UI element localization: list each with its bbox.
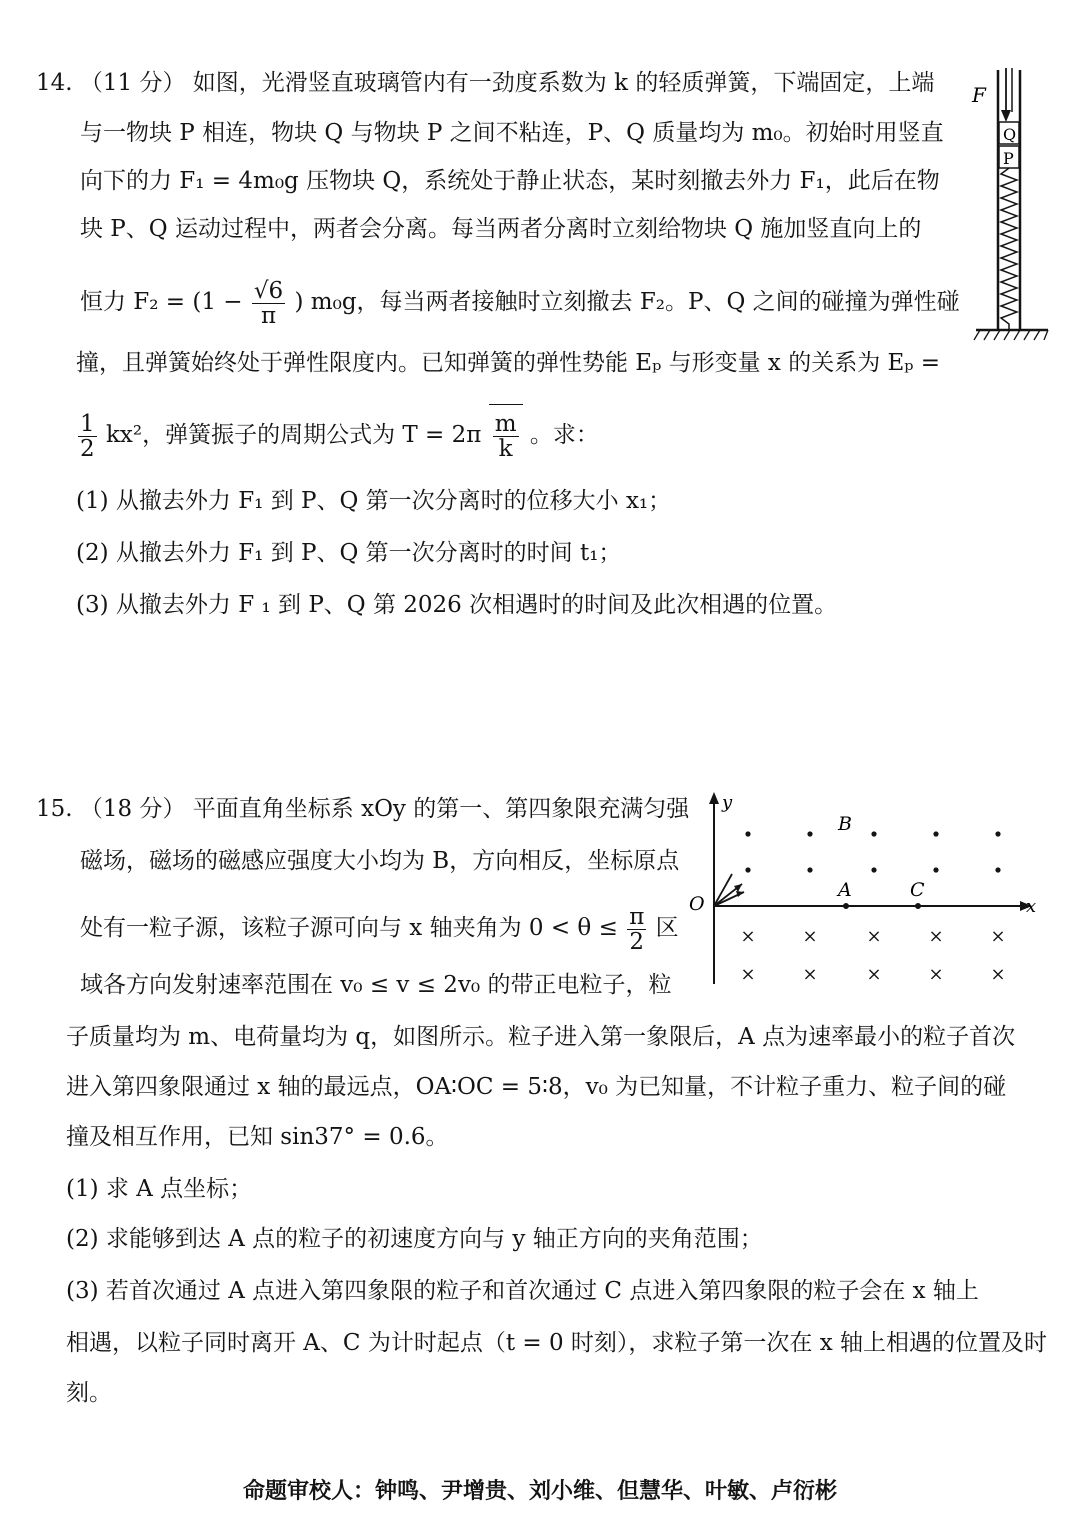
svg-text:×: × — [990, 926, 1006, 947]
y-axis-label: y — [722, 792, 733, 813]
q14-line4: 块 P、Q 运动过程中，两者会分离。每当两者分离时立刻给物块 Q 施加竖直向上的 — [80, 216, 922, 242]
svg-text:P: P — [1003, 149, 1014, 168]
q14-number: 14. — [36, 70, 73, 96]
q14-sub2: (2) 从撤去外力 F₁ 到 P、Q 第一次分离时的时间 t₁； — [76, 540, 622, 566]
q14-score: （11 分） — [79, 70, 186, 96]
x-axis-label: x — [1026, 896, 1037, 917]
force-label: F — [972, 83, 986, 107]
y-axis-arrow — [709, 792, 719, 804]
sqrt-m-over-k: $\frac{m}{k}$ — [489, 404, 523, 465]
q14-spring-figure — [968, 62, 1052, 346]
q14-line5: 恒力 F₂ = (1 − $\frac{√6}{\pi}$ ) m₀g，每当两者接触时立刻撤去 F₂。P、Q 之间的碰撞为弹性碰 — [80, 277, 960, 329]
a-label: A — [838, 879, 852, 901]
fraction-one-half: $\frac{1}{2}$ — [80, 410, 95, 462]
q15-line2: 磁场，磁场的磁感应强度大小均为 B，方向相反，坐标原点 — [80, 848, 680, 874]
svg-text:×: × — [740, 926, 756, 947]
fraction-pi-over-2: $\frac{\pi}{2}$ — [629, 903, 645, 955]
q14-line7: $\frac{1}{2}$ kx²，弹簧振子的周期公式为 T = 2π $\frac{m}{k}$ 。求： — [76, 404, 599, 465]
svg-text:Q: Q — [1003, 125, 1017, 144]
q15-sub3a: (3) 若首次通过 A 点进入第四象限的粒子和首次通过 C 点进入第四象限的粒子会在 x 轴上 — [66, 1278, 979, 1304]
field-out-dots — [745, 831, 1000, 872]
q15-sub3b: 相遇，以粒子同时离开 A、C 为计时起点（t = 0 时刻），求粒子第一次在 x 轴上相遇的位置及时 — [66, 1330, 1048, 1356]
svg-text:×: × — [740, 964, 756, 985]
q15-line4: 域各方向发射速率范围在 v₀ ≤ v ≤ 2v₀ 的带正电粒子，粒 — [80, 972, 672, 998]
svg-text:×: × — [802, 926, 818, 947]
point-a — [843, 903, 849, 909]
spring — [1001, 168, 1017, 330]
svg-text:×: × — [802, 964, 818, 985]
b-label: B — [838, 813, 852, 835]
q15-line6: 进入第四象限通过 x 轴的最远点，OA∶OC = 5∶8，v₀ 为已知量，不计粒子重力、粒子间的碰 — [66, 1074, 1007, 1100]
q14-line2: 与一物块 P 相连，物块 Q 与物块 P 之间不粘连，P、Q 质量均为 m₀。初始时用竖直 — [80, 120, 944, 146]
q15-line7: 撞及相互作用，已知 sin37° = 0.6。 — [66, 1124, 449, 1150]
svg-text:×: × — [928, 964, 944, 985]
q15-line3: 处有一粒子源，该粒子源可向与 x 轴夹角为 0 < θ ≤ $\frac{\pi}{2}$ 区 — [80, 903, 679, 955]
svg-text:×: × — [928, 926, 944, 947]
q15-sub3c: 刻。 — [66, 1380, 112, 1406]
ground-hatch — [974, 330, 1048, 340]
q15-sub1: (1) 求 A 点坐标； — [66, 1176, 253, 1202]
q15-number: 15. — [36, 796, 73, 822]
origin-label: O — [689, 893, 705, 915]
q14-line3: 向下的力 F₁ = 4m₀g 压物块 Q，系统处于静止状态，某时刻撤去外力 F₁，此后在物 — [80, 168, 940, 194]
point-c — [915, 903, 921, 909]
q14-sub1: (1) 从撤去外力 F₁ 到 P、Q 第一次分离时的位移大小 x₁； — [76, 488, 672, 514]
fraction-sqrt6-over-pi: $\frac{√6}{\pi}$ — [253, 277, 284, 329]
q15-score: （18 分） — [79, 796, 186, 822]
svg-text:×: × — [866, 964, 882, 985]
svg-text:×: × — [990, 964, 1006, 985]
q15-line5: 子质量均为 m、电荷量均为 q，如图所示。粒子进入第一象限后，A 点为速率最小的粒子首次 — [66, 1024, 1016, 1050]
q15-line1: 15. （18 分） 平面直角坐标系 xOy 的第一、第四象限充满匀强 — [36, 796, 690, 822]
reviewers-footer: 命题审校人：钟鸣、尹增贵、刘小维、但慧华、叶敏、卢衍彬 — [242, 1479, 837, 1504]
field-in-crosses — [740, 926, 1005, 985]
q14-line1: 14. （11 分） 如图，光滑竖直玻璃管内有一劲度系数为 k 的轻质弹簧，下端固定，上端 — [36, 70, 935, 96]
q15-sub2: (2) 求能够到达 A 点的粒子的初速度方向与 y 轴正方向的夹角范围； — [66, 1226, 763, 1252]
c-label: C — [910, 879, 925, 901]
force-arrow-head — [1001, 110, 1011, 122]
q15-field-figure — [686, 788, 1046, 988]
q14-line6: 撞，且弹簧始终处于弹性限度内。已知弹簧的弹性势能 Eₚ 与形变量 x 的关系为 Eₚ = — [76, 350, 941, 376]
svg-text:×: × — [866, 926, 882, 947]
q14-sub3: (3) 从撤去外力 F ₁ 到 P、Q 第 2026 次相遇时的时间及此次相遇的位置。 — [76, 592, 838, 618]
velocity-arrows — [714, 874, 744, 906]
